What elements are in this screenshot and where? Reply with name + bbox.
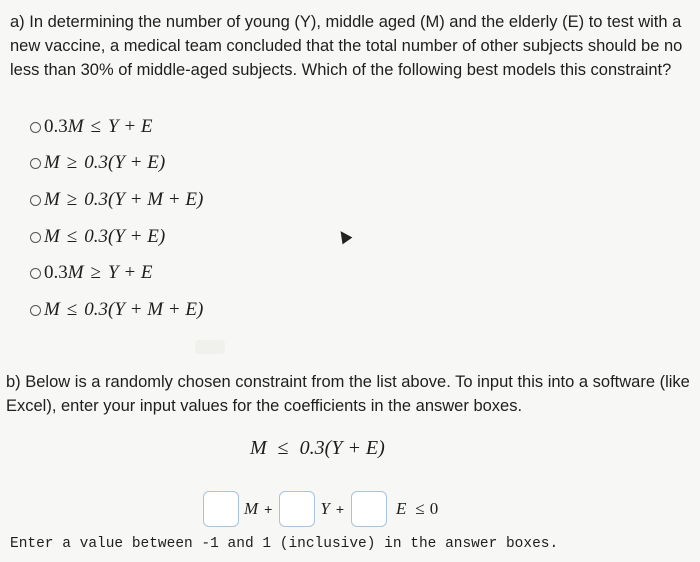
radio-button[interactable]: [30, 158, 41, 169]
option-coefficient: 0.3: [44, 116, 68, 137]
constraint-rhs: 0.3(Y + E): [299, 437, 385, 459]
question-a-text: a) In determining the number of young (Y), middle aged (M) and the elderly (E) to test with a new vaccine, a medical team concluded that the total number of other subjects should be no less than 30% of middle-aged subjects. Which of the following best models this constraint?: [10, 13, 683, 79]
radio-button[interactable]: [30, 122, 41, 133]
coefficient-m-input[interactable]: [203, 491, 239, 527]
option-2[interactable]: [30, 149, 165, 177]
option-rhs: 0.3(Y + E): [84, 226, 166, 247]
option-6[interactable]: [30, 296, 203, 324]
option-lhs: M: [44, 189, 60, 210]
question-b-text: b) Below is a randomly chosen constraint from the list above. To input this into a software (like Excel), enter your input values for the coefficients in the answer boxes.: [6, 373, 690, 415]
answer-rhs: 0: [429, 499, 439, 518]
plus-sign: +: [264, 501, 273, 517]
option-rhs: Y + E: [108, 116, 153, 137]
option-relation: ≤: [90, 116, 102, 137]
term-e: E: [396, 499, 407, 518]
option-lhs: M: [67, 116, 84, 137]
radio-button[interactable]: [30, 195, 41, 206]
term-m: M: [244, 499, 259, 518]
option-rhs: Y + E: [108, 262, 153, 283]
faint-watermark: [195, 340, 225, 354]
given-constraint: [250, 437, 385, 460]
option-rhs: 0.3(Y + M + E): [84, 299, 204, 320]
plus-sign: +: [335, 501, 345, 517]
coefficient-e-input[interactable]: [351, 491, 387, 527]
option-4[interactable]: [30, 223, 165, 251]
constraint-relation: ≤: [277, 437, 289, 459]
option-lhs: M: [44, 226, 60, 247]
option-lhs: M: [44, 152, 60, 173]
option-relation: ≤: [66, 226, 78, 247]
option-lhs: M: [44, 299, 60, 320]
answer-row: [200, 489, 438, 529]
option-relation: ≥: [90, 262, 102, 283]
radio-button[interactable]: [30, 268, 41, 279]
option-relation: ≤: [66, 299, 78, 320]
answer-relation: ≤: [415, 499, 425, 518]
option-lhs: M: [67, 262, 84, 283]
option-rhs: 0.3(Y + M + E): [84, 189, 204, 210]
term-y: Y: [320, 499, 330, 518]
option-relation: ≥: [66, 189, 78, 210]
option-coefficient: 0.3: [44, 262, 68, 283]
option-3[interactable]: [30, 186, 203, 214]
radio-button[interactable]: [30, 232, 41, 243]
option-rhs: 0.3(Y + E): [84, 152, 166, 173]
instruction-note: Enter a value between -1 and 1 (inclusive) in the answer boxes.: [10, 536, 559, 552]
radio-button[interactable]: [30, 305, 41, 316]
option-5[interactable]: [30, 259, 153, 287]
option-1[interactable]: [30, 113, 153, 141]
coefficient-y-input[interactable]: [279, 491, 315, 527]
constraint-lhs: M: [250, 437, 267, 459]
option-relation: ≥: [66, 152, 78, 173]
mouse-pointer-icon: [336, 228, 353, 245]
